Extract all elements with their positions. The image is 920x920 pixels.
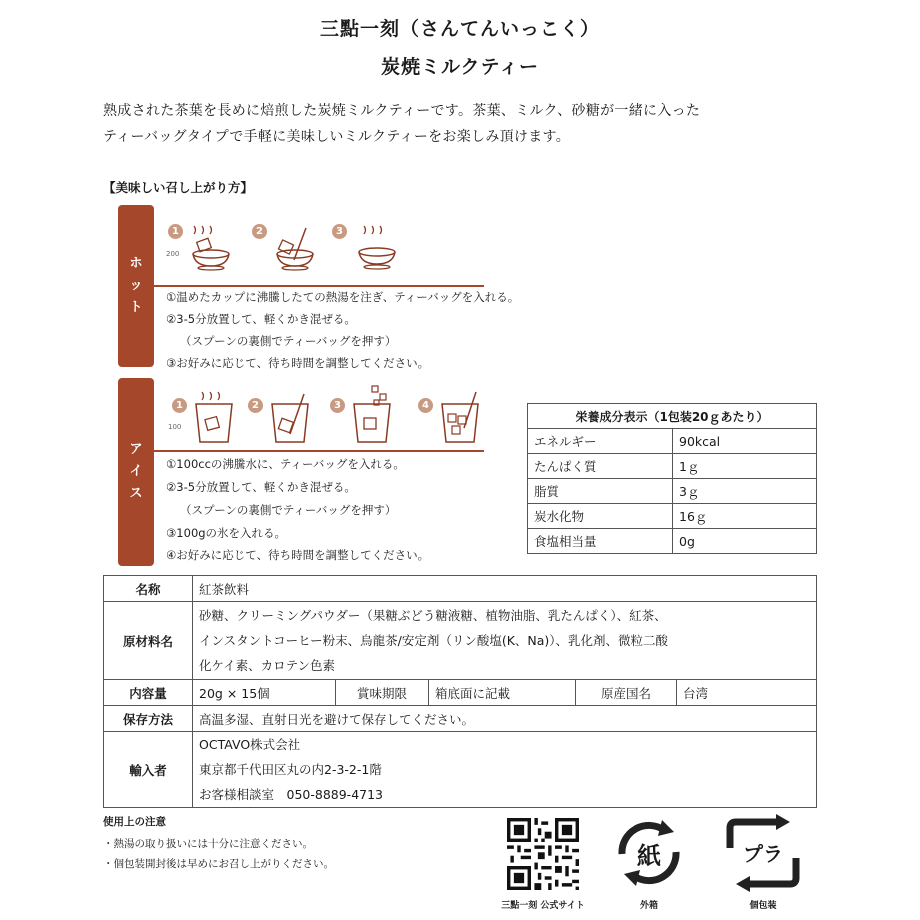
hot-cup-icon (184, 222, 238, 272)
notes-title: 使用上の注意 (103, 816, 166, 828)
hot-step-text: ②3-5分放置して、軽くかき混ぜる。 (166, 312, 356, 326)
brand-title: 三點一刻（さんてんいっこく） (319, 18, 600, 40)
content-label: 内容量 (104, 680, 193, 706)
nutrition-table (527, 403, 817, 554)
nutrition-label: エネルギー (528, 429, 673, 454)
paper-glyph: 紙 (637, 842, 661, 870)
paper-caption: 外箱 (639, 901, 658, 911)
hot-tab-char: ホ (129, 256, 143, 271)
ingredients-value (193, 602, 817, 680)
ingredients-label: 原材料名 (104, 602, 193, 680)
ice-tab-char: イ (129, 464, 143, 479)
qr-caption: 三點一刻 公式サイト (501, 901, 585, 911)
nutrition-value: 90kcal (673, 429, 817, 454)
hot-tab (118, 205, 154, 367)
ice-step-text: ③100gの氷を入れる。 (166, 526, 287, 540)
ice-tab (118, 378, 154, 566)
ice-step-text: ①100ccの沸騰水に、ティーバッグを入れる。 (166, 457, 405, 471)
content-value: 20g × 15個 (193, 680, 336, 706)
product-info-table (103, 575, 817, 808)
nutrition-value: 16ｇ (673, 504, 817, 529)
name-value: 紅茶飲料 (193, 576, 817, 602)
nutrition-label: 脂質 (528, 479, 673, 504)
expiry-value: 箱底面に記載 (429, 680, 576, 706)
storage-value: 高温多湿、直射日光を避けて保存してください。 (193, 706, 817, 732)
nutrition-value: 0g (673, 529, 817, 554)
paper-recycle-icon (612, 814, 686, 892)
expiry-label: 賞味期限 (336, 680, 429, 706)
ice-glass-stir-icon (266, 388, 314, 446)
importer-value (193, 732, 817, 808)
notes-item: ・個包装開封後は早めにお召し上がりください。 (103, 858, 334, 870)
ice-tab-char: ア (129, 442, 143, 457)
plastic-glyph: プラ (743, 842, 783, 866)
ice-step-text: ②3-5分放置して、軽くかき混ぜる。 (166, 480, 356, 494)
ice-tab-char: ス (129, 486, 143, 501)
nutrition-label: 食塩相当量 (528, 529, 673, 554)
ice-divider (154, 450, 484, 452)
ice-glass-ice-icon (348, 384, 396, 446)
ice-step-number: 1 (172, 398, 187, 413)
importer-company: OCTAVO株式会社 (199, 737, 301, 752)
nutrition-value: 3ｇ (673, 479, 817, 504)
hot-divider (154, 285, 484, 287)
plastic-recycle-icon (722, 814, 804, 892)
hot-cup-stir-icon (268, 222, 322, 272)
qr-code-icon[interactable] (507, 818, 579, 890)
hot-step-number: 2 (252, 224, 267, 239)
ingredients-line: 化ケイ素、カロテン色素 (199, 658, 336, 673)
nutrition-label: 炭水化物 (528, 504, 673, 529)
nutrition-header: 栄養成分表示（1包装20ｇあたり） (528, 404, 817, 429)
origin-label: 原産国名 (576, 680, 677, 706)
storage-label: 保存方法 (104, 706, 193, 732)
ice-step-number: 2 (248, 398, 263, 413)
ingredients-line: 砂糖、クリーミングパウダー（果糖ぶどう糖液糖、植物油脂、乳たんぱく）、紅茶、 (199, 608, 667, 623)
hot-step-number: 3 (332, 224, 347, 239)
origin-value: 台湾 (677, 680, 817, 706)
intro-line-1: 熟成された茶葉を長めに焙煎した炭焼ミルクティーです。茶葉、ミルク、砂糖が一緒に入った (103, 103, 701, 119)
notes-item: ・熱湯の取り扱いには十分に注意ください。 (103, 838, 313, 850)
name-label: 名称 (104, 576, 193, 602)
importer-phone: お客様相談室 050-8889-4713 (199, 787, 384, 802)
nutrition-value: 1ｇ (673, 454, 817, 479)
intro-line-2: ティーバッグタイプで手軽に美味しいミルクティーをお楽しみ頂けます。 (103, 129, 570, 145)
hot-cup-ready-icon (350, 222, 404, 272)
hot-step-number: 1 (168, 224, 183, 239)
ice-step-number: 4 (418, 398, 433, 413)
ice-step-number: 3 (330, 398, 345, 413)
measure-mark: 200 (166, 250, 180, 258)
hot-step-note: （スプーンの裏側でティーバッグを押す） (180, 334, 397, 348)
hot-step-text: ①温めたカップに沸騰したての熱湯を注ぎ、ティーバッグを入れる。 (166, 290, 520, 304)
ice-glass-icon (190, 388, 238, 446)
plastic-caption: 個包装 (749, 901, 777, 911)
hot-step-text: ③お好みに応じて、待ち時間を調整してください。 (166, 356, 430, 370)
measure-mark: 100 (168, 423, 182, 431)
ice-step-text: ④お好みに応じて、待ち時間を調整してください。 (166, 548, 430, 562)
hot-tab-char: ッ (129, 278, 143, 293)
importer-address: 東京都千代田区丸の内2-3-2-1階 (199, 762, 382, 777)
hot-tab-char: ト (129, 300, 143, 315)
ice-step-note: （スプーンの裏側でティーバッグを押す） (180, 503, 397, 517)
importer-label: 輸入者 (104, 732, 193, 808)
nutrition-label: たんぱく質 (528, 454, 673, 479)
ingredients-line: インスタントコーヒー粉末、烏龍茶/安定剤（リン酸塩(K、Na)）、乳化剤、微粒二酸 (199, 633, 669, 648)
ice-glass-ready-icon (436, 388, 484, 446)
product-title: 炭焼ミルクティー (380, 56, 540, 78)
howto-heading: 【美味しい召し上がり方】 (103, 180, 254, 195)
